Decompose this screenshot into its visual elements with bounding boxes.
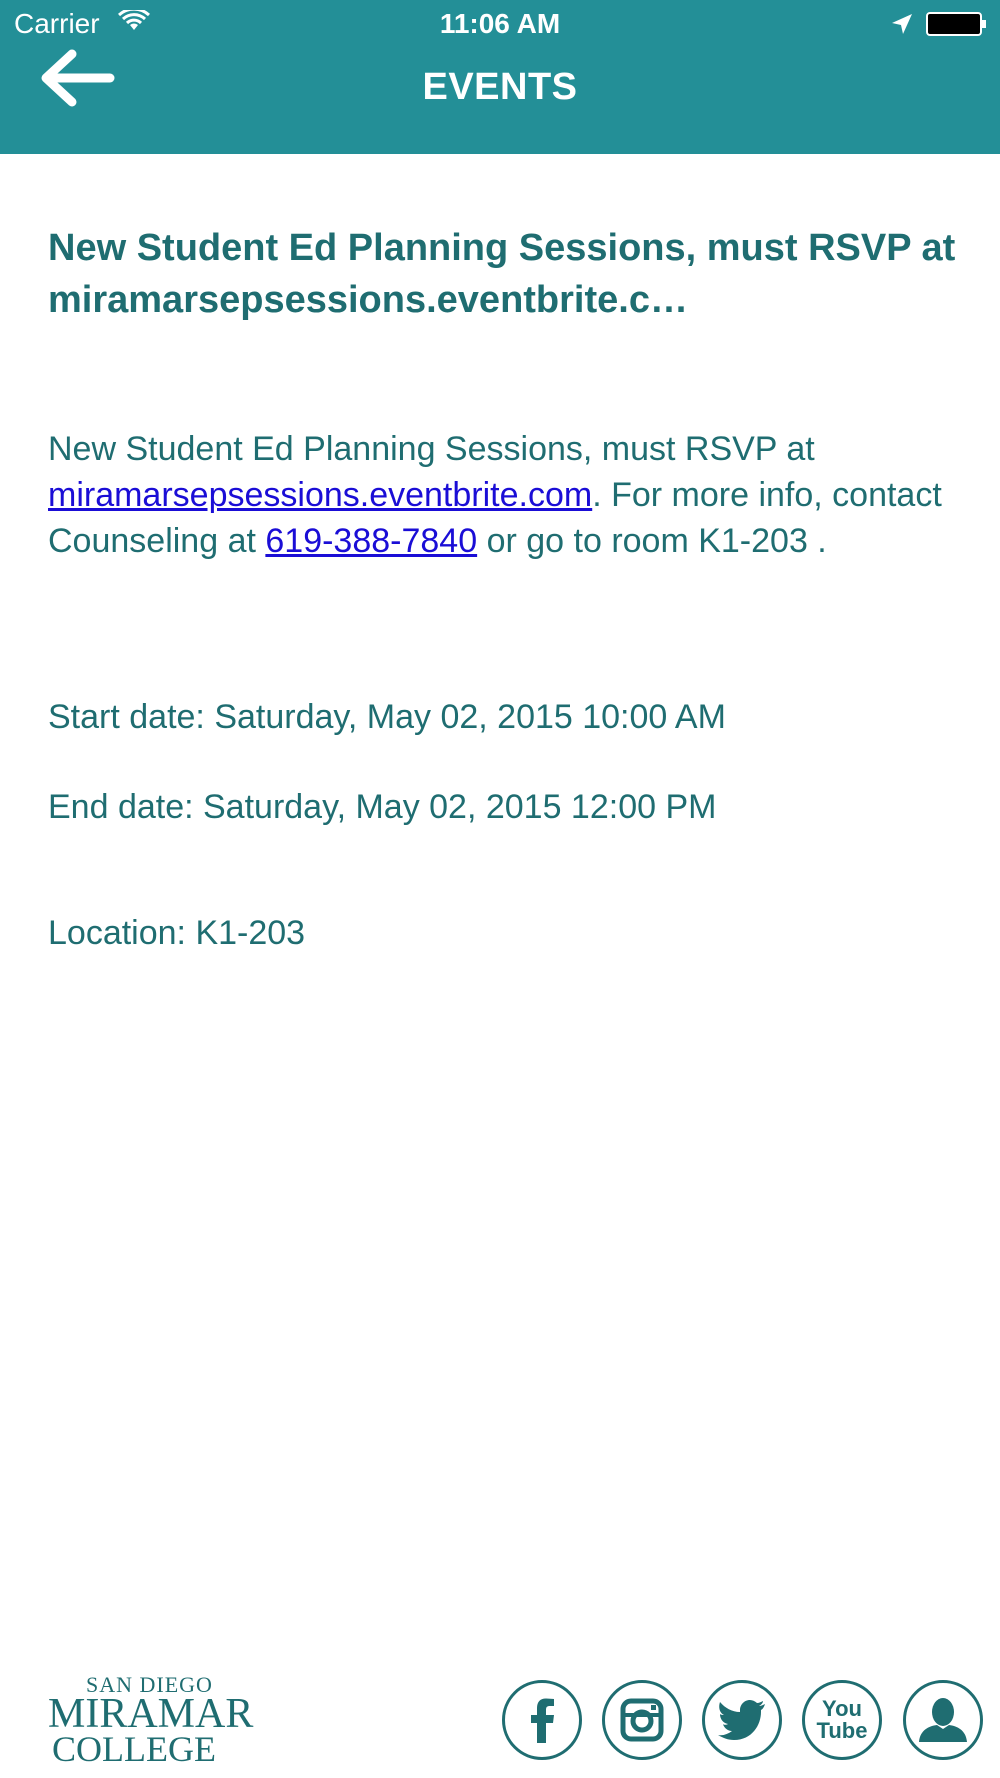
facebook-button[interactable] [502, 1680, 582, 1760]
profile-icon [917, 1696, 969, 1744]
event-detail [48, 222, 958, 956]
start-date: Start date: Saturday, May 02, 2015 10:00 AM [48, 698, 726, 736]
carrier-label: Carrier [14, 8, 100, 39]
status-bar [0, 0, 1000, 50]
profile-button[interactable] [903, 1680, 983, 1760]
logo-line-1: SAN DIEGO [86, 1672, 213, 1697]
battery-icon [926, 12, 988, 41]
instagram-button[interactable] [602, 1680, 682, 1760]
desc-end: or go to room K1-203 . [477, 522, 827, 560]
page-title: EVENTS [422, 66, 578, 108]
desc-intro: New Student Ed Planning Sessions, must RSVP at [48, 430, 815, 468]
event-description [48, 426, 958, 564]
end-date: End date: Saturday, May 02, 2015 12:00 PM [48, 788, 717, 826]
youtube-label-1: You [822, 1696, 862, 1721]
clock: 11:06 AM [439, 8, 561, 39]
event-dates [48, 694, 958, 830]
desc-mid: . For more info, contact Counseling at [48, 476, 942, 560]
college-logo [48, 1672, 254, 1769]
youtube-label-2: Tube [816, 1718, 868, 1743]
location-arrow-icon [890, 12, 914, 41]
rsvp-link[interactable]: miramarsepsessions.eventbrite.com [48, 476, 593, 514]
event-headline: New Student Ed Planning Sessions, must RSVP at miramarsepsessions.eventbrite.c… [48, 227, 956, 321]
logo-line-2: MIRAMAR [48, 1691, 254, 1737]
twitter-icon [717, 1699, 767, 1741]
youtube-button[interactable] [802, 1680, 882, 1760]
logo-line-3: COLLEGE [52, 1729, 216, 1769]
twitter-button[interactable] [702, 1680, 782, 1760]
facebook-icon [522, 1697, 562, 1743]
instagram-icon [620, 1698, 664, 1742]
phone-link[interactable]: 619-388-7840 [265, 522, 478, 560]
event-location: Location: K1-203 [48, 914, 306, 952]
youtube-icon [817, 1698, 868, 1742]
top-bar [0, 0, 1000, 154]
